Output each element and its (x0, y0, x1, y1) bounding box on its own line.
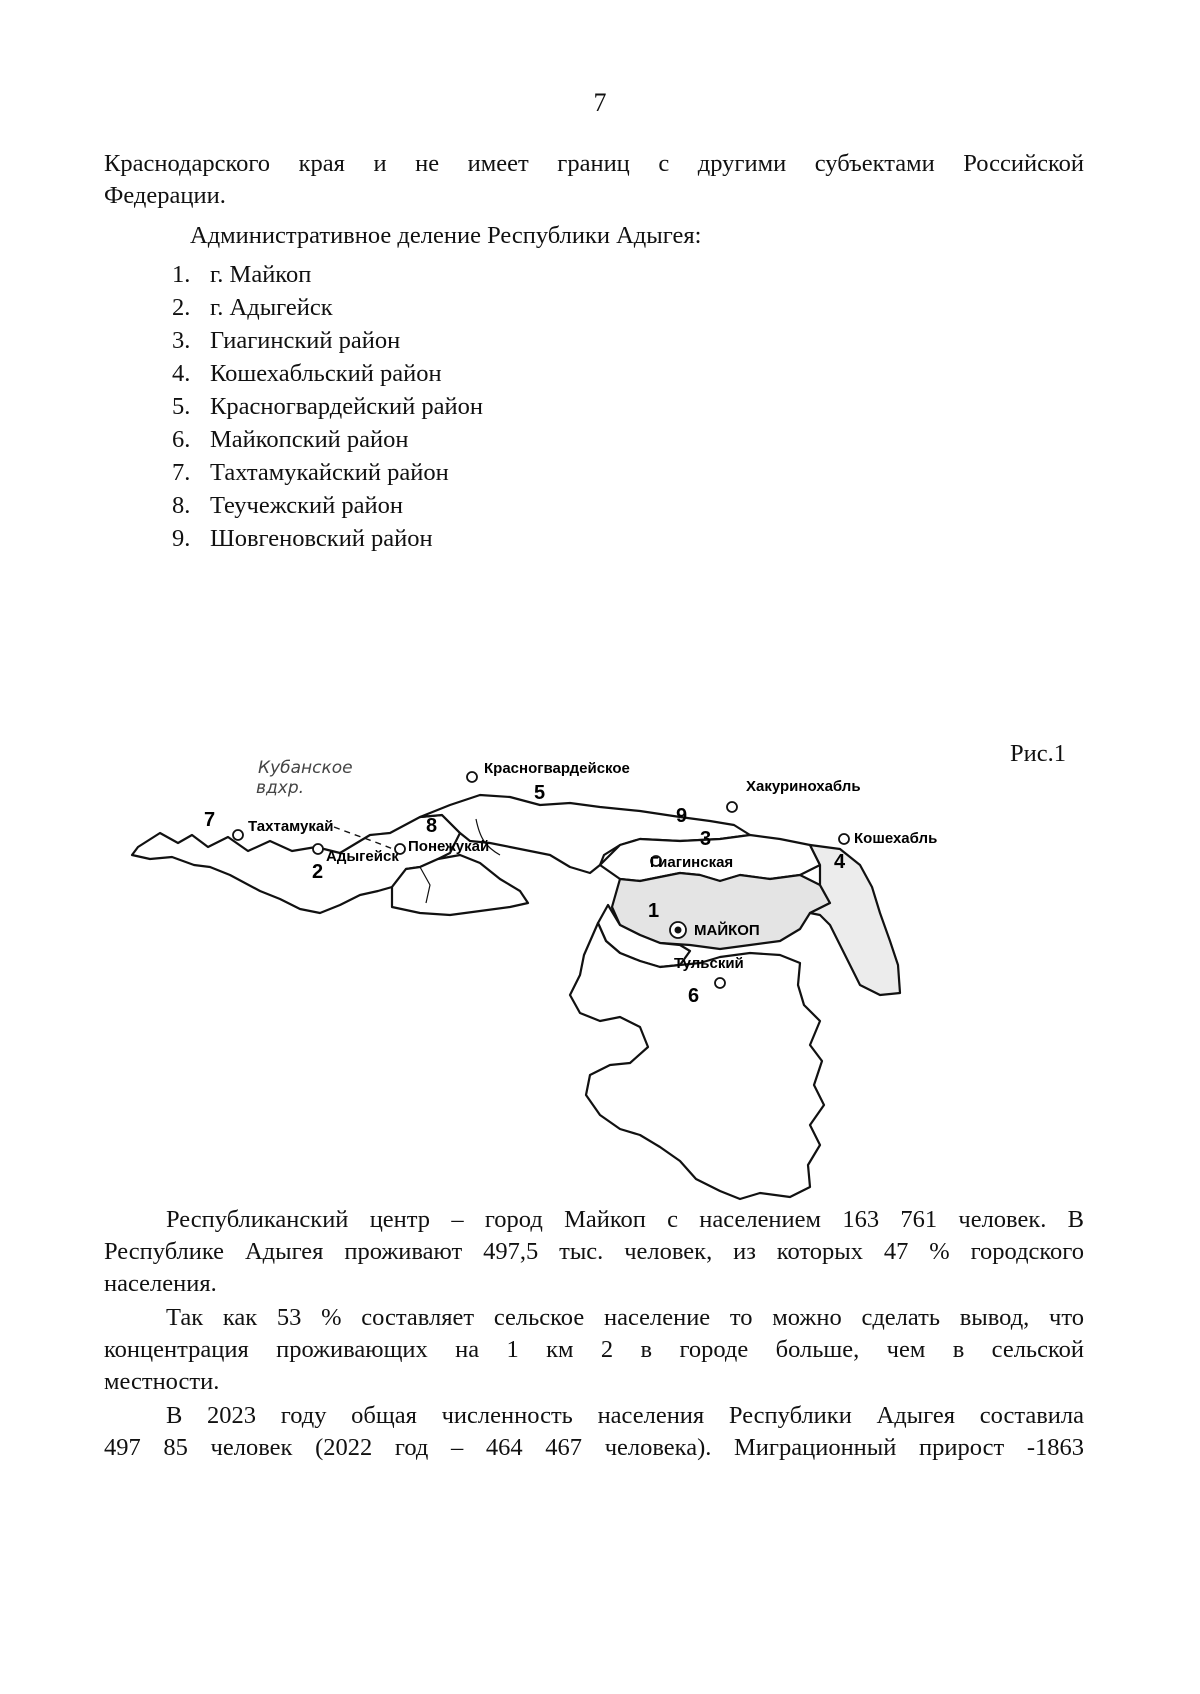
page-number: 7 (593, 88, 607, 117)
text-line: населения. (104, 1270, 217, 1297)
place-adygeysk: Адыгейск (326, 848, 399, 865)
list-label: Тахтамукайский район (210, 459, 449, 486)
list-number: 8. (172, 492, 191, 519)
district-number-3: 3 (700, 828, 712, 850)
district-number-9: 9 (676, 805, 688, 827)
district-number-7: 7 (204, 809, 216, 831)
text-line: Федерации. (104, 182, 226, 209)
settlement-marker (233, 830, 243, 840)
place-khakurinokhabl: Хакуринохабль (746, 778, 861, 795)
list-number: 7. (172, 459, 191, 486)
place-tulskiy: Тульский (674, 955, 744, 972)
text-line: местности. (104, 1368, 220, 1395)
place-maykop: МАЙКОП (694, 922, 760, 939)
figure-caption: Рис.1 (1010, 740, 1066, 767)
settlement-marker (715, 978, 725, 988)
division-heading: Административное деление Республики Адыгея: (190, 222, 702, 249)
text-line: Республике Адыгея проживают 497,5 тыс. человек, из которых 47 % городского (104, 1238, 1084, 1265)
list-label: г. Адыгейск (210, 294, 333, 321)
district-number-1: 1 (648, 900, 660, 922)
settlement-marker (313, 844, 323, 854)
paragraph-rural (104, 1302, 1084, 1398)
settlement-marker (839, 834, 849, 844)
list-label: Майкопский район (210, 426, 409, 453)
text-line: концентрация проживающих на 1 км 2 в городе больше, чем в сельской (104, 1336, 1084, 1363)
division-list (172, 258, 483, 555)
text-line: Краснодарского края и не имеет границ с другими субъектами Российской (104, 150, 1084, 177)
text-line: В 2023 году общая численность населения Республики Адыгея составила (166, 1402, 1084, 1429)
list-label: Теучежский район (210, 492, 403, 519)
district-4-area (810, 845, 900, 995)
list-number: 9. (172, 525, 191, 552)
list-label: г. Майкоп (210, 261, 312, 288)
list-number: 3. (172, 327, 191, 354)
settlement-marker (467, 772, 477, 782)
list-item (172, 291, 483, 324)
district-number-4: 4 (834, 851, 846, 873)
list-number: 6. (172, 426, 191, 453)
list-item (172, 489, 483, 522)
place-giaginskaya: Гиагинская (650, 854, 734, 871)
list-item (172, 324, 483, 357)
list-number: 5. (172, 393, 191, 420)
list-number: 4. (172, 360, 191, 387)
list-item (172, 258, 483, 291)
list-item (172, 456, 483, 489)
list-number: 1. (172, 261, 191, 288)
list-number: 2. (172, 294, 191, 321)
capital-dot (675, 927, 682, 934)
list-label: Шовгеновский район (210, 525, 433, 552)
list-item (172, 423, 483, 456)
district-number-5: 5 (534, 782, 546, 804)
settlement-marker (727, 802, 737, 812)
paragraph-population (104, 1400, 1084, 1464)
place-takhtamukay: Тахтамукай (248, 818, 334, 835)
district-number-2: 2 (312, 861, 324, 883)
text-line: Так как 53 % составляет сельское население то можно сделать вывод, что (166, 1304, 1084, 1331)
intro-paragraph (104, 148, 1084, 212)
text-line: Республиканский центр – город Майкоп с населением 163 761 человек. В (166, 1206, 1084, 1233)
place-krasnogvardeyskoe: Красногвардейское (484, 760, 630, 777)
list-label: Красногвардейский район (210, 393, 483, 420)
list-label: Кошехабльский район (210, 360, 442, 387)
text-line: 497 85 человек (2022 год – 464 467 человека). Миграционный прирост -1863 (104, 1434, 1084, 1461)
place-koshekhabl: Кошехабль (854, 830, 938, 847)
lake-label: Кубанское (258, 758, 353, 778)
district-number-8: 8 (426, 815, 438, 837)
lake-label-abbr: вдхр. (256, 778, 305, 798)
paragraph-center (104, 1204, 1084, 1300)
place-ponezhukay: Понежукай (408, 838, 490, 855)
list-label: Гиагинский район (210, 327, 401, 354)
district-number-6: 6 (688, 985, 700, 1007)
list-item (172, 357, 483, 390)
list-item (172, 390, 483, 423)
list-item (172, 522, 483, 555)
